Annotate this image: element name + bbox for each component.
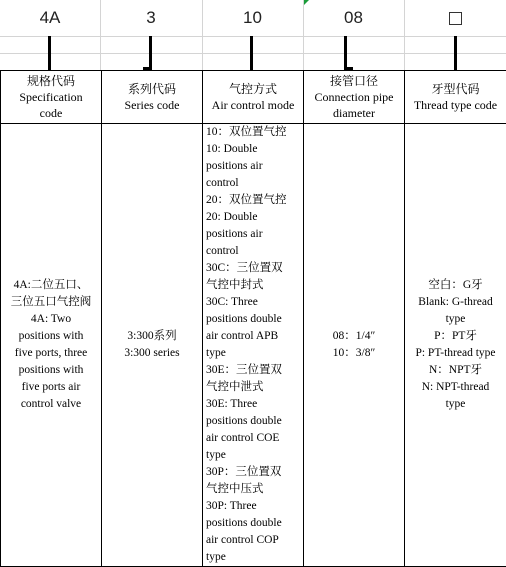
connector-line (344, 36, 347, 70)
text-line: control (206, 245, 239, 257)
cell-series (102, 124, 203, 567)
text-line: positions double (206, 313, 282, 325)
text-line: P: PT-thread type (415, 347, 496, 359)
header-diameter (304, 71, 405, 124)
header-cn: 规格代码 (26, 74, 75, 88)
header-en: Series code (124, 98, 180, 112)
grid-line (0, 53, 506, 54)
text-line: 气控中压式 (206, 483, 264, 495)
text-line: 三位五口气控阀 (10, 296, 92, 308)
code-thread (404, 0, 506, 36)
text-line: positions double (206, 415, 282, 427)
text-line: 10：3/8″ (332, 347, 376, 359)
header-en: Specification (19, 90, 83, 104)
header-thread (405, 71, 506, 124)
text-line: 10：双位置气控 (206, 126, 287, 138)
text-line: positions with (18, 330, 84, 342)
text-line: 20: Double (206, 211, 258, 223)
text-line: positions air (206, 160, 263, 172)
header-en: Air control mode (211, 98, 295, 112)
text-line: P：PT牙 (434, 330, 477, 342)
code-series: 3 (146, 8, 156, 27)
text-line: 08：1/4″ (332, 330, 376, 342)
blank-box-icon (449, 12, 462, 25)
header-specification (1, 71, 102, 124)
code-specification: 4A (39, 8, 61, 27)
text-line: 30C: Three (206, 296, 258, 308)
code-diameter: 08 (344, 8, 363, 27)
text-line: type (445, 398, 466, 410)
text-line: five ports, three (14, 347, 88, 359)
cell-diameter (304, 124, 405, 567)
text-line: 30P：三位置双 (206, 466, 282, 478)
text-line: type (206, 551, 226, 563)
connector-line (48, 36, 51, 70)
text-line: positions with (18, 364, 84, 376)
header-en: Connection pipe (314, 90, 394, 104)
header-row (1, 71, 506, 124)
header-series (102, 71, 203, 124)
text-line: 30E：三位置双 (206, 364, 283, 376)
text-line: air control APB (206, 330, 279, 342)
text-line: Blank: G-thread (418, 296, 493, 308)
text-line: type (206, 449, 226, 461)
header-air-control (203, 71, 304, 124)
cell-air-control (203, 124, 304, 567)
text-line: type (206, 347, 226, 359)
text-line: 4A:二位五口、 (13, 279, 89, 291)
header-cn: 气控方式 (228, 82, 277, 96)
cell-thread (405, 124, 506, 567)
cell-specification (1, 124, 102, 567)
model-code-band (0, 0, 506, 36)
text-line: N: NPT-thread (421, 381, 490, 393)
header-en: diameter (333, 106, 375, 120)
text-line: positions air (206, 228, 263, 240)
header-en: code (39, 106, 63, 120)
text-line: control valve (20, 398, 82, 410)
header-cn: 接管口径 (329, 74, 378, 88)
text-line: 30E: Three (206, 398, 258, 410)
connector-line (454, 36, 457, 70)
connector-line (250, 36, 253, 70)
text-line: 气控中泄式 (206, 381, 264, 393)
text-line: 3:300 series (124, 347, 180, 359)
text-line: 气控中封式 (206, 279, 264, 291)
text-line: air control COP (206, 534, 279, 546)
text-line: 30C：三位置双 (206, 262, 283, 274)
connector-line (149, 36, 152, 70)
text-line: five ports air (21, 381, 81, 393)
text-line: 10: Double (206, 143, 258, 155)
header-en: Thread type code (413, 98, 498, 112)
text-line: 4A: Two (30, 313, 72, 325)
text-line: control (206, 177, 239, 189)
data-row (1, 124, 506, 567)
text-line: 20：双位置气控 (206, 194, 287, 206)
text-line: 3:300系列 (127, 330, 177, 342)
text-line: N：NPT牙 (428, 364, 483, 376)
grid-line (0, 36, 506, 37)
text-line: air control COE (206, 432, 280, 444)
text-line: 30P: Three (206, 500, 257, 512)
spec-table (0, 70, 506, 567)
text-line: 空白：G牙 (428, 279, 483, 291)
header-cn: 牙型代码 (431, 82, 480, 96)
header-cn: 系列代码 (127, 82, 176, 96)
text-line: type (445, 313, 466, 325)
code-air-control: 10 (243, 8, 262, 27)
text-line: positions double (206, 517, 282, 529)
